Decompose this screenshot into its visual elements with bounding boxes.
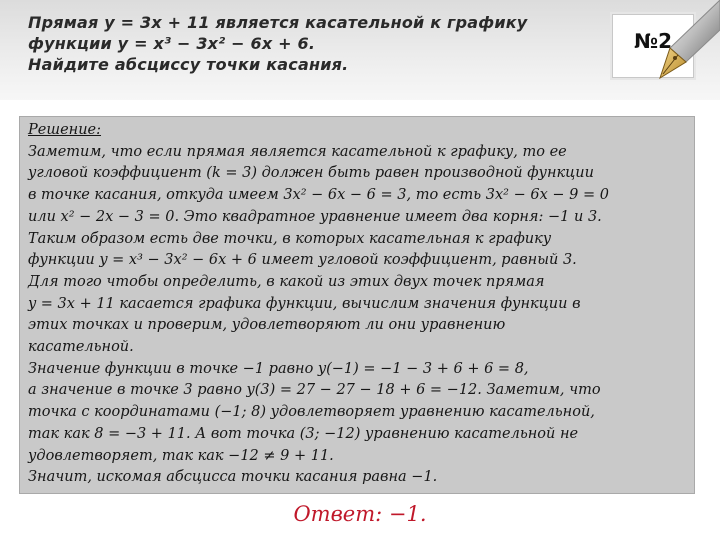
solution-line: в точке касания, откуда имеем 3x² − 6x − 6 = 3, то есть 3x² − 6x − 9 = 0 xyxy=(28,187,609,204)
pen-nib-icon xyxy=(600,0,720,100)
solution-heading: Решение: xyxy=(28,122,102,138)
solution-line: удовлетворяет, так как −12 ≠ 9 + 11. xyxy=(28,447,334,464)
solution-line: Заметим, что если прямая является касательной к графику, то ее xyxy=(28,143,567,160)
solution-line: а значение в точке 3 равно y(3) = 27 − 27 − 18 + 6 = −12. Заметим, что xyxy=(28,382,601,399)
solution-text xyxy=(28,120,694,489)
solution-line: Значит, искомая абсцисса точки касания равна −1. xyxy=(28,469,438,486)
problem-line: Найдите абсциссу точки касания. xyxy=(28,55,349,74)
problem-line: функции y = x³ − 3x² − 6x + 6. xyxy=(28,34,316,53)
solution-line: Значение функции в точке −1 равно y(−1) = −1 − 3 + 6 + 6 = 8, xyxy=(28,360,529,377)
solution-line: или x² − 2x − 3 = 0. Это квадратное уравнение имеет два корня: −1 и 3. xyxy=(28,208,602,225)
problem-line: Прямая y = 3x + 11 является касательной к графику xyxy=(28,13,528,32)
solution-line: функции y = x³ − 3x² − 6x + 6 имеет угловой коэффициент, равный 3. xyxy=(28,252,577,269)
solution-line: этих точках и проверим, удовлетворяют ли они уравнению xyxy=(28,317,506,334)
solution-line: точка с координатами (−1; 8) удовлетворяет уравнению касательной, xyxy=(28,404,595,421)
problem-number: №2 xyxy=(634,29,672,53)
solution-line: угловой коэффициент (k = 3) должен быть равен производной функции xyxy=(28,165,594,182)
answer-text: Ответ: −1. xyxy=(293,502,427,526)
solution-line: касательной. xyxy=(28,339,134,356)
problem-number-badge xyxy=(600,0,720,100)
solution-line: Для того чтобы определить, в какой из этих двух точек прямая xyxy=(28,273,545,290)
solution-line: Таким образом есть две точки, в которых касательная к графику xyxy=(28,230,552,247)
problem-statement xyxy=(28,12,588,75)
solution-line: так как 8 = −3 + 11. А вот точка (3; −12) уравнению касательной не xyxy=(28,425,579,442)
solution-line: y = 3x + 11 касается графика функции, вычислим значения функции в xyxy=(28,295,581,312)
